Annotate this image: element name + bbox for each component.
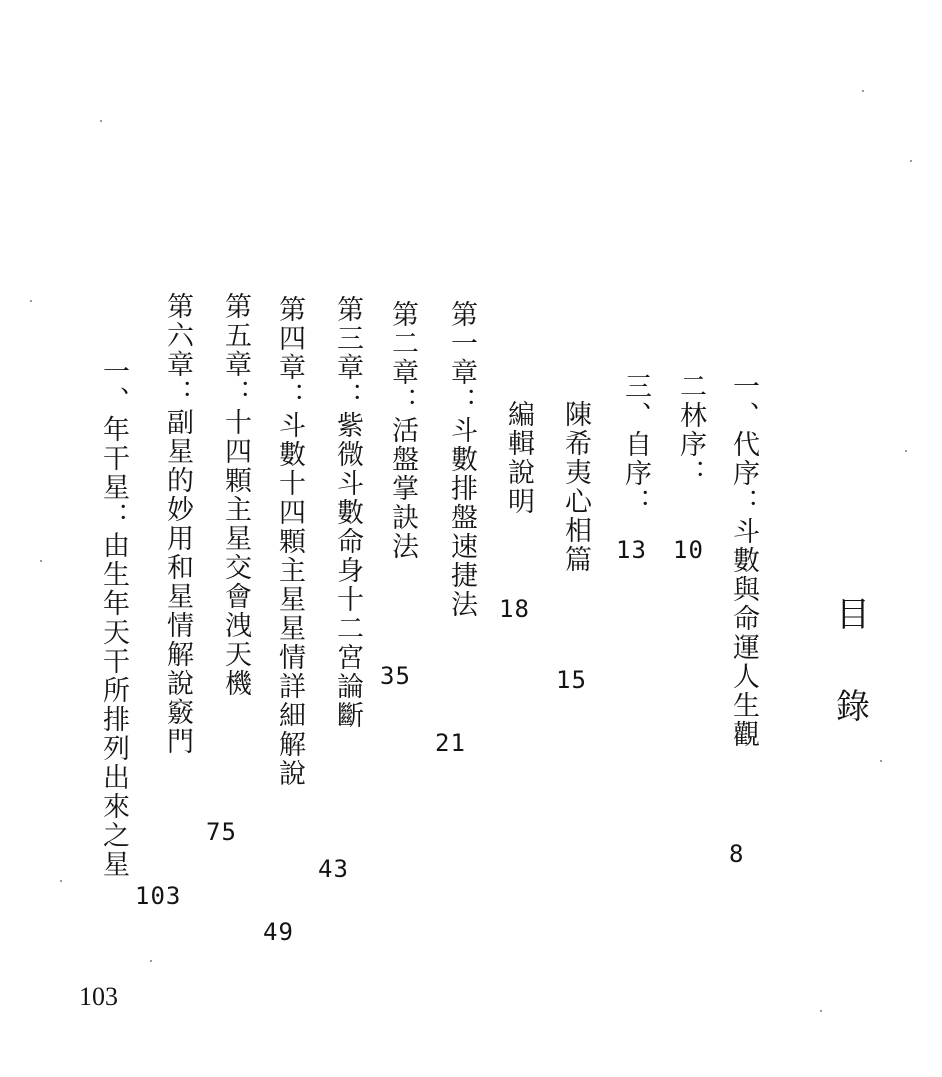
toc-entry-ch6: 第六章：副星的妙用和星情解說竅門: [162, 292, 193, 756]
toc-entry-ch5: 第五章：十四顆主星交會洩天機: [220, 292, 251, 698]
toc-page-ch3: 43: [318, 855, 349, 883]
scan-speck: [100, 120, 102, 122]
toc-page-chenxiyi: 15: [556, 666, 587, 694]
toc-entry-chenxiyi: 陳希夷心相篇: [560, 400, 591, 574]
scan-speck: [880, 760, 882, 762]
toc-page-ch1: 21: [435, 729, 466, 757]
toc-entry-ch3: 第三章：紫微斗數命身十二宮論斷: [332, 295, 363, 730]
toc-page-linxu: 10: [673, 536, 704, 564]
scan-speck: [60, 880, 62, 882]
toc-entry-bianji: 編輯說明: [503, 400, 534, 516]
toc-entry-ch2: 第二章：活盤掌訣法: [387, 300, 418, 561]
toc-page-ch5: 75: [206, 818, 237, 846]
toc-entry-sec1: 一、年干星：由生年天干所排列出來之星: [98, 357, 129, 879]
toc-entry-ch4: 第四章：斗數十四顆主星星情詳細解說: [274, 295, 305, 788]
toc-entry-daixu: 一、代序：斗數與命運人生觀: [728, 372, 759, 749]
scan-speck: [30, 300, 32, 302]
scan-speck: [820, 1010, 822, 1012]
toc-entry-zixu: 三、自序：: [620, 372, 651, 517]
toc-entry-ch1: 第一章：斗數排盤速捷法: [446, 300, 477, 619]
scan-speck: [905, 450, 907, 452]
scan-speck: [862, 90, 864, 92]
scan-speck: [40, 560, 42, 562]
toc-entry-linxu: 二林序：: [675, 372, 706, 488]
title-char-lu: 錄: [836, 687, 870, 727]
toc-page-bianji: 18: [499, 595, 530, 623]
toc-page-ch2: 35: [380, 662, 411, 690]
scan-speck: [150, 960, 152, 962]
toc-page-zixu: 13: [616, 536, 647, 564]
scan-speck: [910, 160, 912, 162]
toc-page-daixu: 8: [729, 840, 745, 868]
toc-page-ch4: 49: [263, 918, 294, 946]
page-number: 103: [79, 982, 118, 1011]
title-char-mu: 目: [836, 595, 870, 635]
toc-page-ch6: 103: [135, 882, 182, 910]
